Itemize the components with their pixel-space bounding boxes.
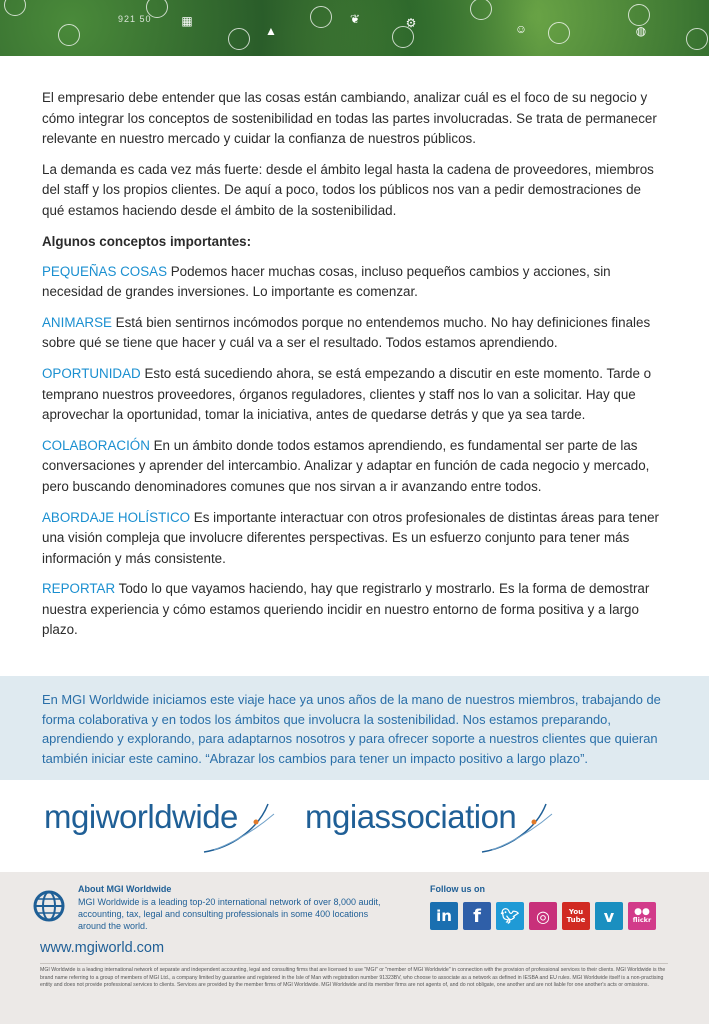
- logo-suffix: worldwide: [95, 798, 238, 835]
- people-icon: ☺: [514, 22, 528, 36]
- footer-divider: [40, 963, 668, 964]
- website-link[interactable]: www.mgiworld.com: [40, 940, 165, 956]
- leaf-icon: ❦: [349, 12, 361, 26]
- intro-paragraph-1: El empresario debe entender que las cosas están cambiando, analizar cuál es el foco de su negocio y cómo integrar los conceptos de sostenibilidad en todas las partes involucradas. Se trata de permanecer relevante en nuestro mercado y cuidar la confianza de nuestros públicos.: [42, 90, 657, 147]
- highlight-text: En MGI Worldwide iniciamos este viaje hace ya unos años de la mano de nuestros miembros, trabajando de forma colaborativa y en todos los ámbitos que involucra la sostenibilidad. Nos estamos preparando, aprendiendo y explorando, para adaptarnos nosotros y para ofrecer soporte a nuestros clientes que quieran también iniciar este camino. “Abrazar los cambios para tener un impacto positivo a largo plazo”.: [42, 692, 661, 766]
- concept-text: Está bien sentirnos incómodos porque no entendemos mucho. No hay definiciones finales sobre qué se tiene que hacer y cuál va a ser el resultado. Todos estamos aprendiendo.: [42, 314, 651, 351]
- legal-disclaimer: MGI Worldwide is a leading international network of separate and independent accounting, legal and consulting firms that are licensed to use "MGI" or "member of MGI Worldwide" in connection with the provision of professional services to their clients. MGI Worldwide is the brand name referring to a group of members of MGI Ltd., a company limited by guarantee and registered in the Isle of Man with registration number 91323BV, who choose to associate as a network as defined in IESBA and EU rules. MGI Worldwide itself is a non-practising entity and does not provide professional services to clients. Services are provided by the member firms of MGI Worldwide. MGI Worldwide and its member firms are not agents of, and do not obligate, one another and are not liable for one another's acts or omissions.: [40, 967, 666, 989]
- social-links: [430, 902, 656, 930]
- concept-text: En un ámbito donde todos estamos aprendiendo, es fundamental ser parte de las conversaciones y aprender del intercambio. Analizar y adaptar en función de cada negocio y mercado, pero buscando denominadores comunes que nos sirvan a ir avanzando entre todos.: [42, 437, 650, 494]
- concept-paragraph: [42, 313, 662, 354]
- hexagon-decoration: [228, 28, 250, 50]
- hexagon-decoration: [470, 0, 492, 20]
- youtube-icon[interactable]: You Tube: [562, 902, 590, 930]
- intro-paragraph-2: La demanda es cada vez más fuerte: desde el ámbito legal hasta la cadena de proveedores, miembros del staff y los propios clientes. De aquí a poco, todos los públicos nos van a pedir demostraciones de qué estamos haciendo desde el ámbito de la sostenibilidad.: [42, 161, 654, 218]
- footer: [0, 872, 709, 1024]
- instagram-icon[interactable]: ◎: [529, 902, 557, 930]
- globe-icon: ◍: [635, 24, 647, 38]
- facebook-icon[interactable]: f: [463, 902, 491, 930]
- concept-text: Todo lo que vayamos haciendo, hay que registrarlo y mostrarlo. Es la forma de demostrar nuestra experiencia y cómo estamos queriendo incidir en nuestro entorno de forma positiva y a largo plazo.: [42, 581, 650, 638]
- flickr-icon[interactable]: ●● flickr: [628, 902, 656, 930]
- logo-prefix: mgi: [44, 798, 96, 835]
- banner-number: 921 50: [118, 14, 152, 24]
- follow-label: Follow us on: [430, 884, 485, 894]
- globe-icon: [33, 890, 65, 922]
- concept-term: OPORTUNIDAD: [42, 365, 141, 381]
- concept-term: ABORDAJE HOLÍSTICO: [42, 509, 191, 525]
- swoosh-icon: [478, 800, 558, 856]
- concept-paragraph: [42, 579, 662, 641]
- concept-paragraph: [42, 364, 662, 426]
- concept-text: Es importante interactuar con otros profesionales de distintas áreas para tener una visión compleja que involucre diferentes perspectivas. Es un esfuerzo conjunto para tener más información y más consistente.: [42, 509, 660, 566]
- concept-term: PEQUEÑAS COSAS: [42, 263, 168, 279]
- hexagon-decoration: [4, 0, 26, 16]
- about-text: MGI Worldwide is a leading top-20 international network of over 8,000 audit, accounting, tax, legal and consulting professionals in some 400 locations around the world.: [78, 897, 381, 931]
- logo-suffix: association: [356, 798, 517, 835]
- gear-icon: ⚙: [405, 16, 417, 30]
- header-banner: [0, 0, 709, 56]
- concept-term: REPORTAR: [42, 581, 116, 597]
- logos-row: [0, 790, 709, 860]
- vimeo-icon[interactable]: v: [595, 902, 623, 930]
- article-body: [42, 88, 662, 651]
- highlight-band: [0, 676, 709, 780]
- hexagon-decoration: [58, 24, 80, 46]
- linkedin-icon[interactable]: in: [430, 902, 458, 930]
- chart-icon: ▲: [265, 24, 277, 38]
- concept-paragraph: [42, 262, 662, 303]
- concepts-heading: Algunos conceptos importantes:: [42, 233, 252, 249]
- swoosh-icon: [200, 800, 280, 856]
- building-icon: ▦: [181, 14, 193, 28]
- concept-term: ANIMARSE: [42, 314, 112, 330]
- about-title: About MGI Worldwide: [78, 884, 172, 894]
- concept-text: Podemos hacer muchas cosas, incluso pequeños cambios y acciones, sin necesidad de grandes inversiones. Lo importante es comenzar.: [42, 263, 611, 300]
- hexagon-decoration: [310, 6, 332, 28]
- logo-prefix: mgi: [305, 798, 357, 835]
- hexagon-decoration: [548, 22, 570, 44]
- twitter-icon[interactable]: 🐦︎: [496, 902, 524, 930]
- concept-paragraph: [42, 436, 662, 498]
- concept-term: COLABORACIÓN: [42, 437, 150, 453]
- concept-text: Esto está sucediendo ahora, se está empezando a discutir en este momento. Tarde o temprano nuestros proveedores, órganos reguladores, clientes y staff nos lo van a solicitar. Hay que aprovechar la oportunidad, tomar la iniciativa, antes de quedarse detrás y que ya sea tarde.: [42, 365, 652, 423]
- concept-paragraph: [42, 508, 662, 570]
- hexagon-decoration: [686, 28, 708, 50]
